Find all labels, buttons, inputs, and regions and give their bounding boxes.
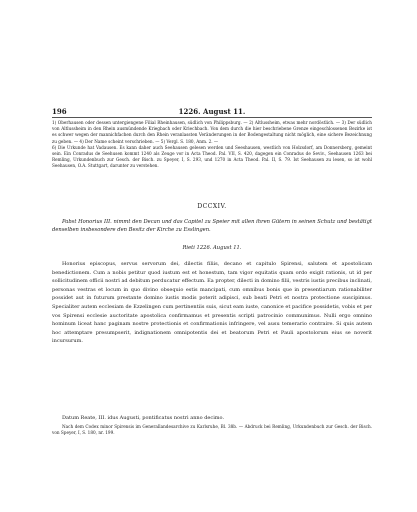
footnotes-block: [52, 120, 372, 170]
source-note: [52, 424, 372, 436]
document-summary: [52, 218, 372, 234]
document-closing: Datum Reate, III. idus Augusti, pontificatus nostri anno decimo.: [62, 415, 225, 421]
source-text: Nach dem Codex minor Spirensis im Generallandesarchive zu Karlsruhe, Bl. 38b. — Abdruck bei Remling, Urkundenbuch zur Gesch. der Bisch. von Speyer, I, S. 180, nr. 199.: [52, 424, 372, 436]
document-body: [52, 260, 372, 346]
footnote-paragraph: 1) Oberhausen oder dessen untergiengene Filial Rheinhausen, südlich von Philippsburg. — 2) Altlussheim, etwas mehr nordöstlich. — 3) Der südlich von Altlussheim in den Rhein ausmündende Kriegbach oder Kriechbach. Von dem durch die hier beschriebene Grenze eingeschlossenen Bezirke ist es schwer wegen der mannichfachen durch den Rhein veranlassten Veränderungen in der Bodengestaltung nicht möglich, eine sichere Bezeichnung zu geben. — 4) Der Name scheint verschrieben. — 5) Vergl. S. 180, Anm. 2. —: [52, 120, 372, 144]
document-number: DCCXIV.: [197, 203, 227, 210]
header-rule: [52, 117, 372, 118]
page-number: 196: [52, 107, 67, 116]
summary-text: Pabst Honorius III. nimmt den Decan und das Capitel zu Speier mit allen ihren Gütern in seinen Schutz und bestätigt denselben insbesondere den Besitz der Kirche zu Esslingen.: [52, 219, 372, 233]
running-title: 1226. August 11.: [178, 107, 246, 116]
footnote-paragraph: 6) Die Urkunde hat Vadausen. Es kann daher auch Seehausen gelesen werden und Seeshausen, westlich von Holzsdorf, am Donnersberg, gemeint sein. Ein Conradus de Seehusen kommt 1240 als Zeuge vor in Acta Theod. Pal. VII, S. 420, dagegen ein Conradus de Seviv., Seehausen 1263 bei Remling, Urkundenbuch zur Gesch. der Bisch. zu Speyer, I, S. 293, und 1270 in Acta Theod. Pal. II, S. 79. Ist Seehausen zu lesen, so ist wohl Seehausen, O.A. Stuttgart, darunter zu verstehen.: [52, 144, 372, 169]
document-dateline: Rieti 1226. August 11.: [182, 245, 242, 251]
body-paragraph: Honorius episcopus, servus servorum dei, dilectis filiis, decano et capitulo Spirensi, salutem et apostolicam benedictionem. Cum a nobis petitur quod iustum est et honestum, tam vigor equitatis quam ordo exigit rationis, ut id per sollicitudinem officii nostri ad debitum perducatur effectum. Ea propter, dilecti in domino filii, vestris iustis precibus inclinati, personas vestras et locum in quo divino obsequio estis mancipati, cum omnibus bonis que in presentiarum rationabiliter possidet aut in futurum prestante domino iustis modis poterit adipisci, sub beati Petri et nostra protectione suscipimus. Specialiter autem ecclesiam de Ezzelingen cum pertinentiis suis, sicut eam iuste, canonice et pacifice possidetis, vobis et per vos Spirensi ecclesie auctoritate apostolica confirmamus et presentis scripti patrocinio communimus. Nulli ergo omnino hominum liceat hanc paginam nostre protectionis et confirmationis infringere, vel ausu temerario contraire. Si quis autem hoc attemptare presumpserit, indignationem omnipotentis dei et beatorum Petri et Pauli apostolorum eius se noverit incursurum.: [52, 261, 372, 345]
